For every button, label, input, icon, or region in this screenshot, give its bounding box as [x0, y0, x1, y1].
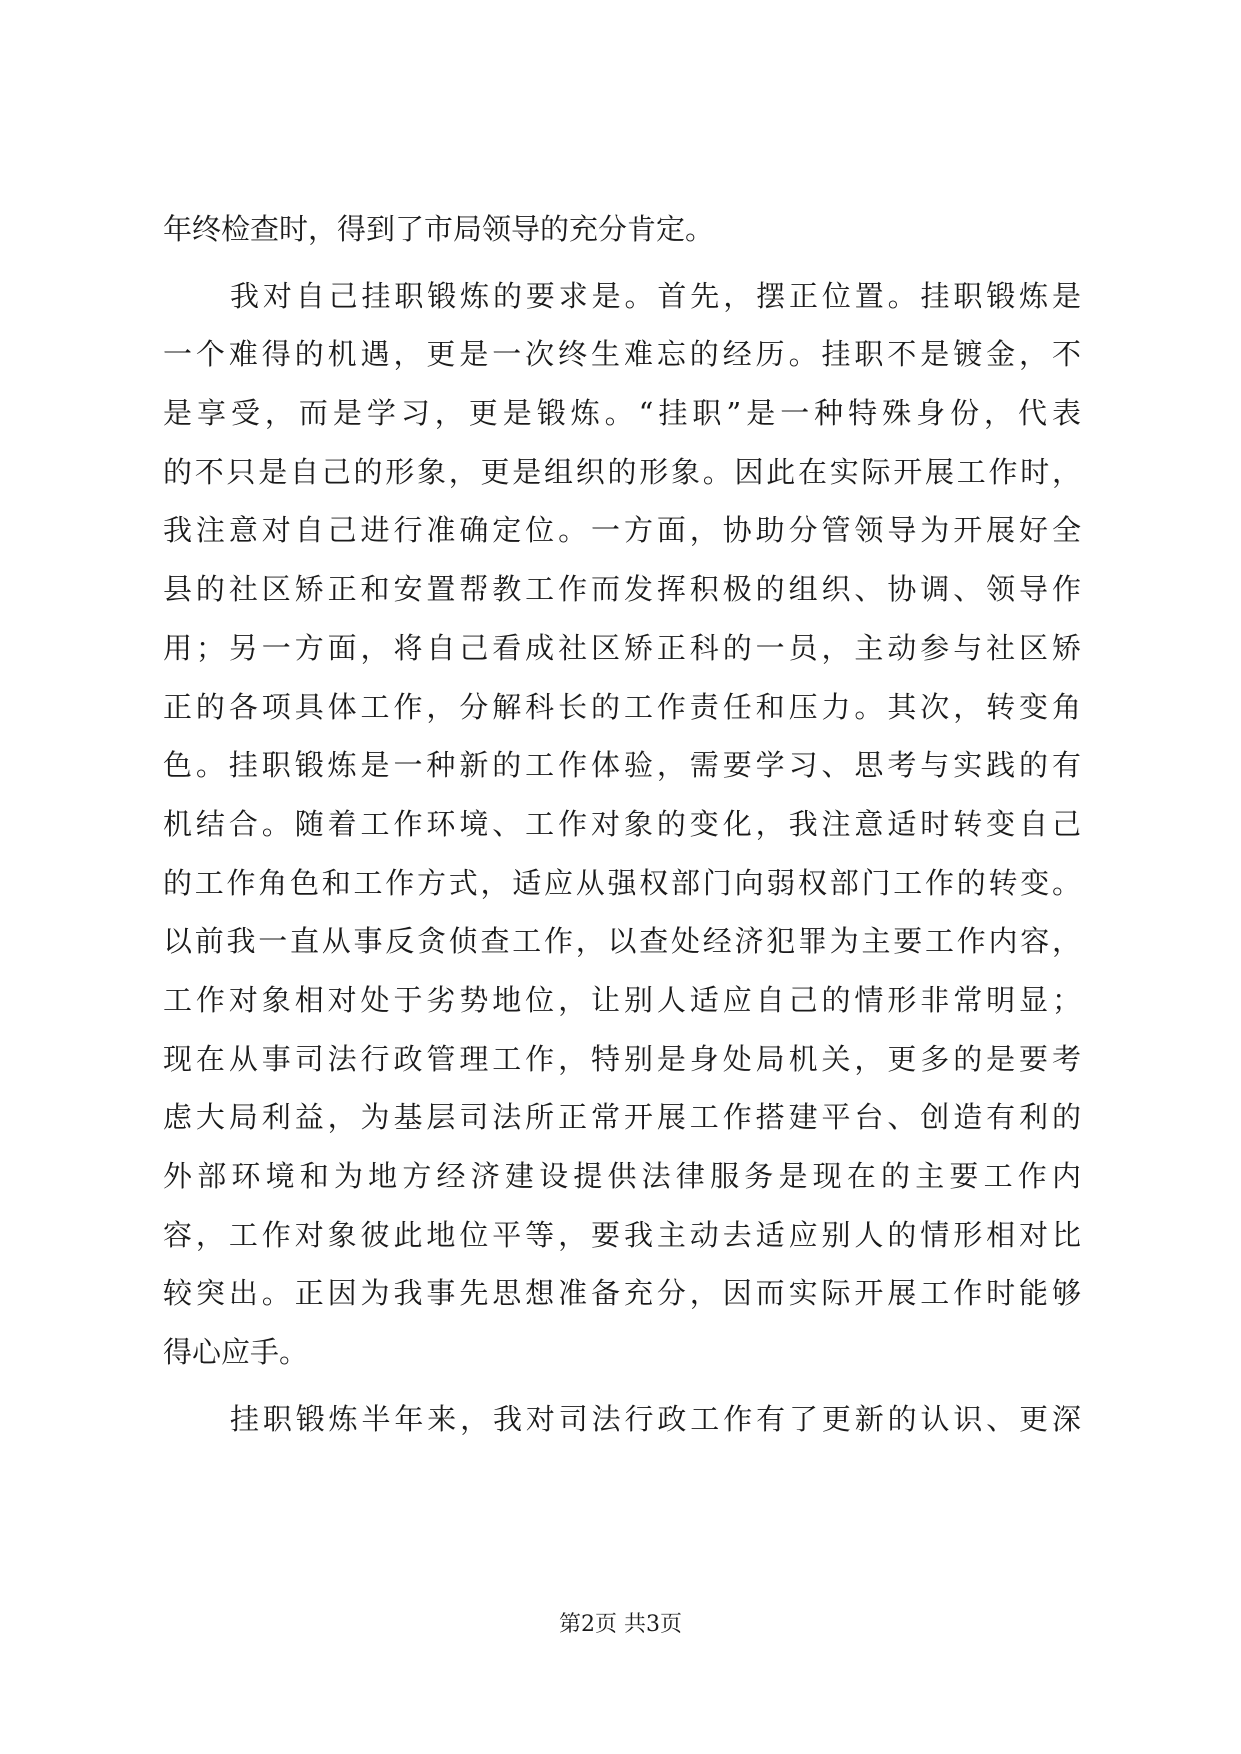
paragraph-2-line: 我注意对自己进行准确定位。一方面，协助分管领导为开展好全 [163, 513, 1081, 548]
paragraph-2-line: 我对自己挂职锻炼的要求是。首先，摆正位置。挂职锻炼是 [230, 278, 1081, 313]
page-number-footer: 第2页 共3页 [559, 1612, 682, 1637]
paragraph-1-line: 年终检查时，得到了市局领导的充分肯定。 [163, 212, 715, 246]
paragraph-2-line: 县的社区矫正和安置帮教工作而发挥积极的组织、协调、领导作 [163, 572, 1081, 607]
paragraph-gap [163, 1382, 1081, 1390]
paragraph-2-line: 正的各项具体工作，分解科长的工作责任和压力。其次，转变角 [163, 689, 1081, 724]
paragraph-3-line: 挂职锻炼半年来，我对司法行政工作有了更新的认识、更深 [230, 1401, 1081, 1436]
paragraph-2-line: 用；另一方面，将自己看成社区矫正科的一员，主动参与社区矫 [163, 630, 1081, 665]
paragraph-2-line: 较突出。正因为我事先思想准备充分，因而实际开展工作时能够 [163, 1276, 1081, 1311]
paragraph-2-line: 工作对象相对处于劣势地位，让别人适应自己的情形非常明显； [163, 982, 1081, 1017]
paragraph-2-line: 容，工作对象彼此地位平等，要我主动去适应别人的情形相对比 [163, 1217, 1081, 1252]
paragraph-2-line: 是享受，而是学习，更是锻炼。“挂职”是一种特殊身份，代表 [163, 396, 1081, 431]
paragraph-2-line: 得心应手。 [163, 1335, 309, 1370]
paragraph-2-line: 色。挂职锻炼是一种新的工作体验，需要学习、思考与实践的有 [163, 748, 1081, 783]
paragraph-2-line: 的不只是自己的形象，更是组织的形象。因此在实际开展工作时， [163, 454, 1081, 489]
paragraph-2-line: 现在从事司法行政管理工作，特别是身处局机关，更多的是要考 [163, 1041, 1081, 1076]
body-text [163, 200, 1081, 1448]
paragraph-gap [163, 259, 1081, 267]
paragraph-2-line: 以前我一直从事反贪侦查工作，以查处经济犯罪为主要工作内容， [163, 924, 1081, 959]
paragraph-2-line: 的工作角色和工作方式，适应从强权部门向弱权部门工作的转变。 [163, 865, 1081, 900]
paragraph-2-line: 一个难得的机遇，更是一次终生难忘的经历。挂职不是镀金，不 [163, 337, 1081, 372]
paragraph-2-line: 外部环境和为地方经济建设提供法律服务是现在的主要工作内 [163, 1159, 1081, 1193]
paragraph-2-line: 虑大局利益，为基层司法所正常开展工作搭建平台、创造有利的 [163, 1100, 1081, 1135]
paragraph-2-line: 机结合。随着工作环境、工作对象的变化，我注意适时转变自己 [163, 806, 1081, 841]
